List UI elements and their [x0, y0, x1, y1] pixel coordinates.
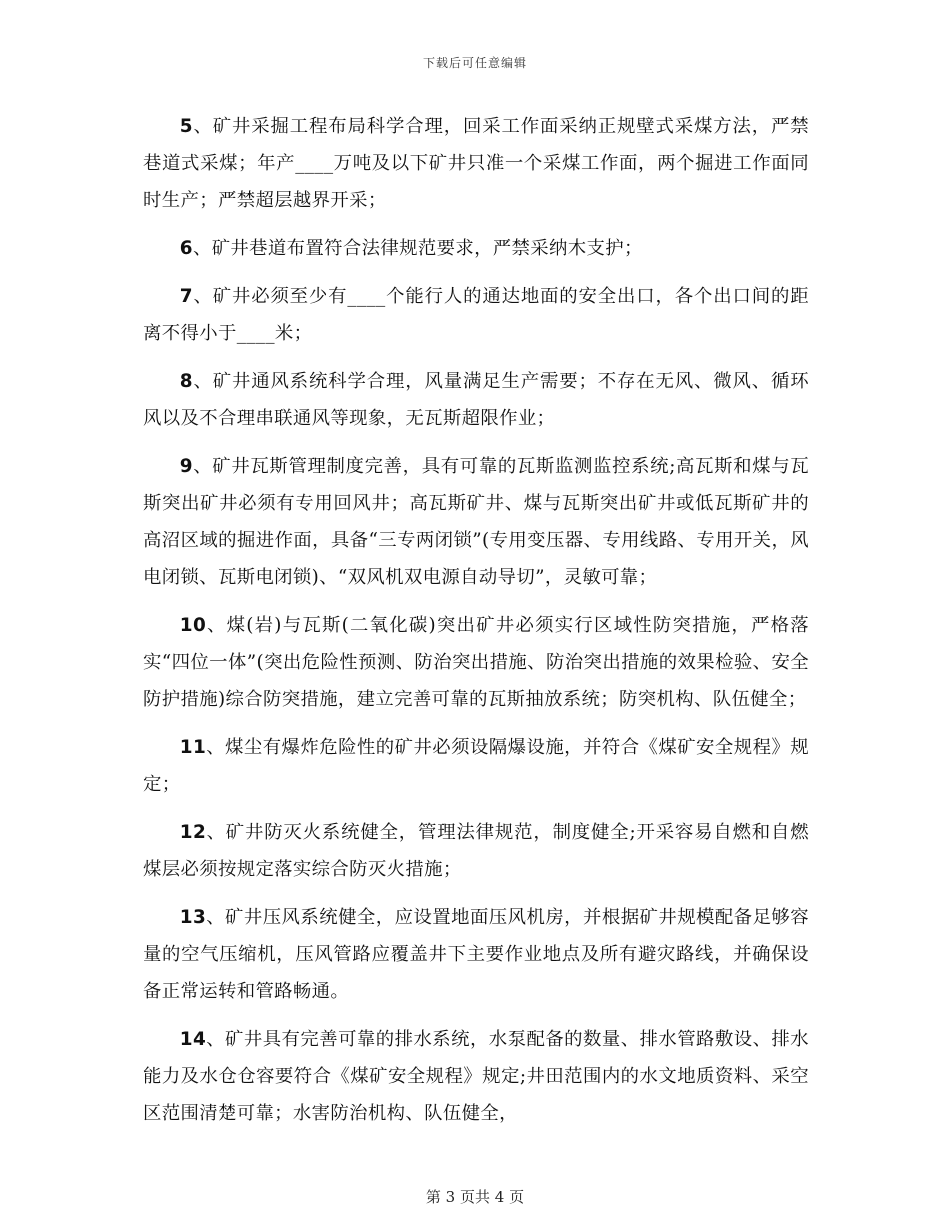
- item-number: 5: [179, 116, 193, 137]
- item-text: 、煤尘有爆炸危险性的矿井必须设隔爆设施，并符合《煤矿安全规程》规定；: [143, 737, 809, 796]
- item-number: 11: [179, 737, 207, 759]
- item-text: 、矿井巷道布置符合法律规范要求，严禁采纳木支护；: [192, 238, 643, 260]
- paragraph-10: [143, 607, 809, 719]
- paragraph-9: [143, 448, 809, 597]
- item-text: 、矿井通风系统科学合理，风量满足生产需要；不存在无风、微风、循环风以及不合理串联通风等现象，无瓦斯超限作业；: [143, 370, 809, 429]
- item-number: 9: [179, 455, 193, 477]
- page-header: 下载后可任意编辑: [422, 56, 527, 70]
- document-body: [143, 108, 809, 1143]
- item-text: 、矿井压风系统健全，应设置地面压风机房，并根据矿井规模配备足够容量的空气压缩机，压风管路应覆盖井下主要作业地点及所有避灾路线，并确保设备正常运转和管路畅通。: [143, 906, 809, 1003]
- item-text: 、矿井必须至少有____个能行人的通达地面的安全出口，各个出口间的距离不得小于____米；: [143, 285, 809, 345]
- item-number: 12: [179, 821, 207, 843]
- paragraph-5: [143, 108, 809, 220]
- item-text: 、矿井具有完善可靠的排水系统，水泵配备的数量、排水管路敷设、排水能力及水仓仓容要符合《煤矿安全规程》规定;井田范围内的水文地质资料、采空区范围清楚可靠；水害防治机构、队伍健全，: [143, 1028, 809, 1125]
- item-text: 、矿井采掘工程布局科学合理，回采工作面采纳正规壁式采煤方法，严禁巷道式采煤；年产____万吨及以下矿井只准一个采煤工作面，两个掘进工作面同时生产；严禁超层越界开采；: [143, 116, 809, 212]
- item-number: 8: [179, 370, 193, 392]
- paragraph-8: [143, 363, 809, 437]
- item-text: 、矿井瓦斯管理制度完善，具有可靠的瓦斯监测监控系统;高瓦斯和煤与瓦斯突出矿井必须有专用回风井；高瓦斯矿井、煤与瓦斯突出矿井或低瓦斯矿井的高沼区域的掘进作面，具备“三专两闭锁”(专用变压器、专用线路、专用开关，风电闭锁、瓦斯电闭锁)、“双风机双电源自动导切”，灵敏可靠；: [143, 455, 809, 589]
- item-number: 10: [179, 614, 207, 636]
- paragraph-14: [143, 1021, 809, 1133]
- item-text: 、矿井防灭火系统健全，管理法律规范，制度健全;开采容易自燃和自燃煤层必须按规定落实综合防灭火措施；: [143, 821, 809, 881]
- item-text: 、煤(岩)与瓦斯(二氧化碳)突出矿井必须实行区域性防突措施，严格落实“四位一体”(突出危险性预测、防治突出措施、防治突出措施的效果检验、安全防护措施)综合防突措施，建立完善可靠的瓦斯抽放系统；防突机构、队伍健全；: [143, 614, 810, 711]
- item-number: 13: [179, 906, 207, 928]
- paragraph-11: [143, 729, 809, 803]
- paragraph-12: [143, 814, 809, 888]
- paragraph-6: [143, 230, 809, 267]
- page-footer: 第 3 页共 4 页: [425, 1188, 525, 1206]
- item-number: 7: [179, 285, 193, 307]
- item-number: 6: [179, 238, 193, 260]
- paragraph-13: [143, 899, 809, 1011]
- item-number: 14: [179, 1028, 207, 1050]
- paragraph-7: [143, 278, 809, 352]
